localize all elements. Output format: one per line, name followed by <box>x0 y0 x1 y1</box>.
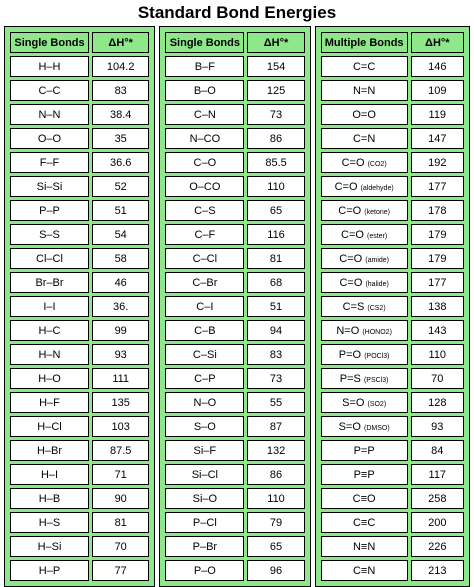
dh-value: 125 <box>247 80 304 101</box>
bond-label: Si–Si <box>36 180 63 193</box>
bond-label: O=O <box>352 108 376 121</box>
table-row <box>165 296 304 317</box>
table-row <box>321 128 464 149</box>
bond-cell <box>165 320 244 341</box>
bond-cell <box>10 416 89 437</box>
bond-cell <box>165 368 244 389</box>
dh-value: 119 <box>411 104 464 125</box>
table-row <box>165 152 304 173</box>
table-row <box>10 296 149 317</box>
dh-value: 73 <box>247 368 304 389</box>
dh-value: 96 <box>247 560 304 581</box>
dh-value: 135 <box>92 392 149 413</box>
dh-value: 81 <box>92 512 149 533</box>
bond-cell <box>10 272 89 293</box>
bond-label: S–O <box>193 420 216 433</box>
table-row <box>321 320 464 341</box>
dh-value: 86 <box>247 464 304 485</box>
table-row <box>165 560 304 581</box>
bond-cell <box>321 488 408 509</box>
single-bonds-table-1 <box>7 29 152 584</box>
table-row <box>10 440 149 461</box>
dh-value: 99 <box>92 320 149 341</box>
table-row <box>321 80 464 101</box>
dh-value: 52 <box>92 176 149 197</box>
table-row <box>10 320 149 341</box>
bond-cell <box>165 344 244 365</box>
bond-label: P≡P <box>353 468 375 481</box>
single-bonds-header: Single Bonds <box>10 32 89 53</box>
bond-cell <box>165 104 244 125</box>
dh-value: 177 <box>411 176 464 197</box>
bond-cell <box>165 176 244 197</box>
bond-note: (SO2) <box>367 400 387 408</box>
multiple-bonds-table <box>318 29 467 584</box>
bond-note: (DMSO) <box>363 424 390 432</box>
bond-label: H–C <box>38 324 61 337</box>
dh-value: 54 <box>92 224 149 245</box>
bond-cell <box>321 416 408 437</box>
table-row <box>165 488 304 509</box>
bond-label: N=O <box>336 324 360 337</box>
bond-cell <box>10 464 89 485</box>
dh-value: 79 <box>247 512 304 533</box>
dh-value: 81 <box>247 248 304 269</box>
dh-value: 178 <box>411 200 464 221</box>
bond-cell <box>321 560 408 581</box>
bond-note: (CO2) <box>367 160 387 168</box>
dh-value: 38.4 <box>92 104 149 125</box>
table-row <box>10 80 149 101</box>
bond-label: C=S <box>342 300 365 313</box>
dh-value: 226 <box>411 536 464 557</box>
bond-label: C=N <box>352 132 376 145</box>
dh-value: 110 <box>247 488 304 509</box>
table-row <box>10 272 149 293</box>
bond-label: C=C <box>352 60 376 73</box>
dh-value: 83 <box>92 80 149 101</box>
table-row <box>321 272 464 293</box>
dh-value: 46 <box>92 272 149 293</box>
table-row <box>321 392 464 413</box>
dh-value: 128 <box>411 392 464 413</box>
dh-value: 104.2 <box>92 56 149 77</box>
dh-value: 143 <box>411 320 464 341</box>
bond-cell <box>10 392 89 413</box>
bond-cell <box>321 512 408 533</box>
bond-label: C–P <box>194 372 216 385</box>
bond-cell <box>165 536 244 557</box>
dh-value: 85.5 <box>247 152 304 173</box>
table-row <box>165 344 304 365</box>
bond-label: P=S <box>339 372 361 385</box>
table-row <box>165 440 304 461</box>
dh-value: 86 <box>247 128 304 149</box>
bond-note: (ketone) <box>364 208 390 216</box>
bond-cell <box>321 440 408 461</box>
table-row <box>321 488 464 509</box>
multiple-bonds-header: Multiple Bonds <box>321 32 408 53</box>
dh-value: 93 <box>92 344 149 365</box>
bond-cell <box>165 560 244 581</box>
bond-cell <box>165 128 244 149</box>
bond-cell <box>165 416 244 437</box>
table-row <box>321 440 464 461</box>
dh-value: 138 <box>411 296 464 317</box>
bond-label: H–P <box>38 564 61 577</box>
bond-label: N=N <box>352 84 376 97</box>
dh-value: 94 <box>247 320 304 341</box>
bond-note: (ester) <box>367 232 388 240</box>
bond-label: H–Br <box>36 444 63 457</box>
bond-cell <box>321 200 408 221</box>
bond-label: N≡N <box>352 540 376 553</box>
dh-value: 71 <box>92 464 149 485</box>
table-row <box>321 536 464 557</box>
bond-cell <box>165 248 244 269</box>
bond-label: O–O <box>37 132 62 145</box>
bond-cell <box>321 368 408 389</box>
bond-cell <box>165 200 244 221</box>
dh-value: 73 <box>247 104 304 125</box>
table-row <box>165 104 304 125</box>
bond-cell <box>165 152 244 173</box>
multiple-bonds-panel <box>315 26 470 587</box>
dh-value: 51 <box>247 296 304 317</box>
bond-label: C=O <box>334 180 358 193</box>
table-row <box>10 128 149 149</box>
dh-value: 68 <box>247 272 304 293</box>
bond-cell <box>10 128 89 149</box>
bond-label: P–Br <box>192 540 218 553</box>
bond-cell <box>10 176 89 197</box>
table-row <box>321 512 464 533</box>
table-row <box>10 344 149 365</box>
bond-label: C≡N <box>352 564 376 577</box>
bond-cell <box>10 320 89 341</box>
table-row <box>165 224 304 245</box>
bond-label: H–Cl <box>37 420 62 433</box>
dh-value: 110 <box>411 344 464 365</box>
bond-label: H–N <box>38 348 61 361</box>
bond-label: N–CO <box>189 132 221 145</box>
bond-label: H–S <box>38 516 61 529</box>
bond-cell <box>10 104 89 125</box>
table-row <box>10 176 149 197</box>
bond-label: C–N <box>193 108 216 121</box>
dh-value: 87 <box>247 416 304 437</box>
bond-label: C–Cl <box>192 252 218 265</box>
bond-label: H–F <box>39 396 60 409</box>
dh-value: 70 <box>411 368 464 389</box>
bond-note: (amide) <box>365 256 389 264</box>
bond-cell <box>321 176 408 197</box>
dh-value: 154 <box>247 56 304 77</box>
bond-cell <box>321 56 408 77</box>
dh-value: 35 <box>92 128 149 149</box>
bond-cell <box>165 224 244 245</box>
bond-cell <box>10 344 89 365</box>
dh-value: 36.6 <box>92 152 149 173</box>
table-row <box>10 224 149 245</box>
bond-cell <box>10 296 89 317</box>
table-row <box>10 104 149 125</box>
dh-value: 132 <box>247 440 304 461</box>
dh-value: 200 <box>411 512 464 533</box>
dh-value: 110 <box>247 176 304 197</box>
bond-cell <box>165 440 244 461</box>
dh-header: ΔH°* <box>247 32 304 53</box>
bond-label: C–Si <box>192 348 217 361</box>
table-row <box>165 200 304 221</box>
dh-value: 103 <box>92 416 149 437</box>
dh-header: ΔH°* <box>411 32 464 53</box>
bond-label: P–P <box>39 204 60 217</box>
bond-cell <box>321 536 408 557</box>
table-row <box>10 464 149 485</box>
bond-label: P=O <box>338 348 362 361</box>
table-row <box>10 560 149 581</box>
bond-cell <box>321 248 408 269</box>
bond-label: Cl–Cl <box>36 252 63 265</box>
table-row <box>165 272 304 293</box>
bond-cell <box>10 152 89 173</box>
bond-label: B–F <box>194 60 215 73</box>
bond-label: H–B <box>38 492 61 505</box>
bond-label: P–O <box>193 564 216 577</box>
dh-value: 90 <box>92 488 149 509</box>
bond-cell <box>321 296 408 317</box>
bond-energy-table <box>4 26 470 587</box>
dh-value: 51 <box>92 200 149 221</box>
single-bonds-panel-1 <box>4 26 155 587</box>
table-row <box>321 224 464 245</box>
dh-value: 179 <box>411 248 464 269</box>
bond-label: Br–Br <box>35 276 64 289</box>
bond-label: H–H <box>38 60 61 73</box>
dh-value: 36. <box>92 296 149 317</box>
bond-label: S–S <box>39 228 60 241</box>
dh-value: 179 <box>411 224 464 245</box>
bond-label: Si–Cl <box>191 468 218 481</box>
table-row <box>321 248 464 269</box>
table-row <box>10 200 149 221</box>
table-row <box>165 536 304 557</box>
bond-label: S=O <box>342 396 365 409</box>
bond-note: (HONO2) <box>362 328 392 336</box>
dh-value: 65 <box>247 536 304 557</box>
table-row <box>10 536 149 557</box>
dh-value: 147 <box>411 128 464 149</box>
bond-cell <box>10 224 89 245</box>
dh-value: 213 <box>411 560 464 581</box>
bond-cell <box>10 440 89 461</box>
bond-cell <box>165 512 244 533</box>
table-row <box>321 416 464 437</box>
header-row <box>10 32 149 53</box>
table-row <box>321 104 464 125</box>
table-row <box>321 296 464 317</box>
bond-cell <box>321 224 408 245</box>
bond-label: C=O <box>341 156 365 169</box>
bond-label: Si–F <box>193 444 217 457</box>
bond-cell <box>10 536 89 557</box>
table-row <box>165 464 304 485</box>
bond-label: N–N <box>38 108 61 121</box>
bond-label: C–S <box>194 204 216 217</box>
dh-value: 111 <box>92 368 149 389</box>
dh-value: 84 <box>411 440 464 461</box>
table-row <box>165 56 304 77</box>
bond-note: (POCl3) <box>364 352 390 360</box>
bond-cell <box>321 80 408 101</box>
table-row <box>10 512 149 533</box>
bond-label: C–B <box>194 324 216 337</box>
bond-cell <box>165 272 244 293</box>
table-row <box>165 128 304 149</box>
bond-label: H–I <box>40 468 59 481</box>
bond-label: P–Cl <box>192 516 217 529</box>
bond-label: Si–O <box>192 492 218 505</box>
header-row <box>321 32 464 53</box>
bond-label: H–O <box>38 372 61 385</box>
table-row <box>321 464 464 485</box>
bond-cell <box>165 488 244 509</box>
table-row <box>10 56 149 77</box>
dh-value: 55 <box>247 392 304 413</box>
table-row <box>321 368 464 389</box>
table-row <box>321 56 464 77</box>
dh-value: 65 <box>247 200 304 221</box>
table-row <box>321 176 464 197</box>
bond-label: C=O <box>338 204 362 217</box>
table-row <box>165 248 304 269</box>
page-title: Standard Bond Energies <box>137 3 337 22</box>
single-bonds-header: Single Bonds <box>165 32 244 53</box>
bond-note: (aldehyde) <box>360 184 394 192</box>
dh-value: 258 <box>411 488 464 509</box>
bond-cell <box>321 344 408 365</box>
bond-label: C–F <box>194 228 216 241</box>
header-row <box>165 32 304 53</box>
table-row <box>10 152 149 173</box>
bond-cell <box>10 368 89 389</box>
bond-label: C–C <box>38 84 61 97</box>
bond-cell <box>10 488 89 509</box>
bond-label: C=O <box>339 276 363 289</box>
table-row <box>10 248 149 269</box>
bond-label: C=O <box>339 252 363 265</box>
bond-cell <box>321 320 408 341</box>
table-row <box>165 176 304 197</box>
single-bonds-table-2 <box>162 29 307 584</box>
table-row <box>321 200 464 221</box>
bond-cell <box>10 200 89 221</box>
table-row <box>165 80 304 101</box>
bond-cell <box>10 80 89 101</box>
bond-cell <box>165 56 244 77</box>
dh-value: 87.5 <box>92 440 149 461</box>
bond-label: C–Br <box>192 276 218 289</box>
bond-label: H–Si <box>37 540 62 553</box>
bond-cell <box>10 248 89 269</box>
dh-header: ΔH°* <box>92 32 149 53</box>
table-row <box>321 344 464 365</box>
bond-cell <box>321 464 408 485</box>
bond-label: O–CO <box>189 180 221 193</box>
bond-cell <box>321 128 408 149</box>
bond-label: I–I <box>43 300 56 313</box>
bond-label: C–I <box>196 300 214 313</box>
table-row <box>321 152 464 173</box>
bond-cell <box>10 512 89 533</box>
bond-note: (CS2) <box>367 304 386 312</box>
dh-value: 93 <box>411 416 464 437</box>
bond-cell <box>165 80 244 101</box>
bond-label: C≡O <box>352 492 376 505</box>
table-row <box>10 368 149 389</box>
table-row <box>165 512 304 533</box>
bond-note: (halide) <box>365 280 389 288</box>
table-row <box>165 416 304 437</box>
bond-cell <box>10 56 89 77</box>
dh-value: 109 <box>411 80 464 101</box>
bond-cell <box>321 104 408 125</box>
dh-value: 192 <box>411 152 464 173</box>
table-row <box>10 416 149 437</box>
bond-label: C=O <box>341 228 364 241</box>
dh-value: 70 <box>92 536 149 557</box>
bond-label: C≡C <box>352 516 376 529</box>
dh-value: 77 <box>92 560 149 581</box>
table-row <box>10 488 149 509</box>
single-bonds-panel-2 <box>159 26 310 587</box>
dh-value: 146 <box>411 56 464 77</box>
bond-cell <box>321 152 408 173</box>
bond-label: S=O <box>338 420 361 433</box>
dh-value: 58 <box>92 248 149 269</box>
bond-cell <box>10 560 89 581</box>
bond-label: B–O <box>193 84 216 97</box>
bond-cell <box>165 392 244 413</box>
table-row <box>321 560 464 581</box>
bond-cell <box>165 296 244 317</box>
dh-value: 116 <box>247 224 304 245</box>
bond-cell <box>321 272 408 293</box>
bond-label: P=P <box>353 444 375 457</box>
dh-value: 177 <box>411 272 464 293</box>
bond-label: C–O <box>193 156 217 169</box>
bond-cell <box>321 392 408 413</box>
dh-value: 83 <box>247 344 304 365</box>
dh-value: 117 <box>411 464 464 485</box>
table-row <box>165 368 304 389</box>
bond-cell <box>165 464 244 485</box>
table-row <box>10 392 149 413</box>
table-row <box>165 320 304 341</box>
bond-note: (PSCl3) <box>363 376 389 384</box>
table-row <box>165 392 304 413</box>
bond-label: N–O <box>193 396 217 409</box>
bond-label: F–F <box>39 156 60 169</box>
